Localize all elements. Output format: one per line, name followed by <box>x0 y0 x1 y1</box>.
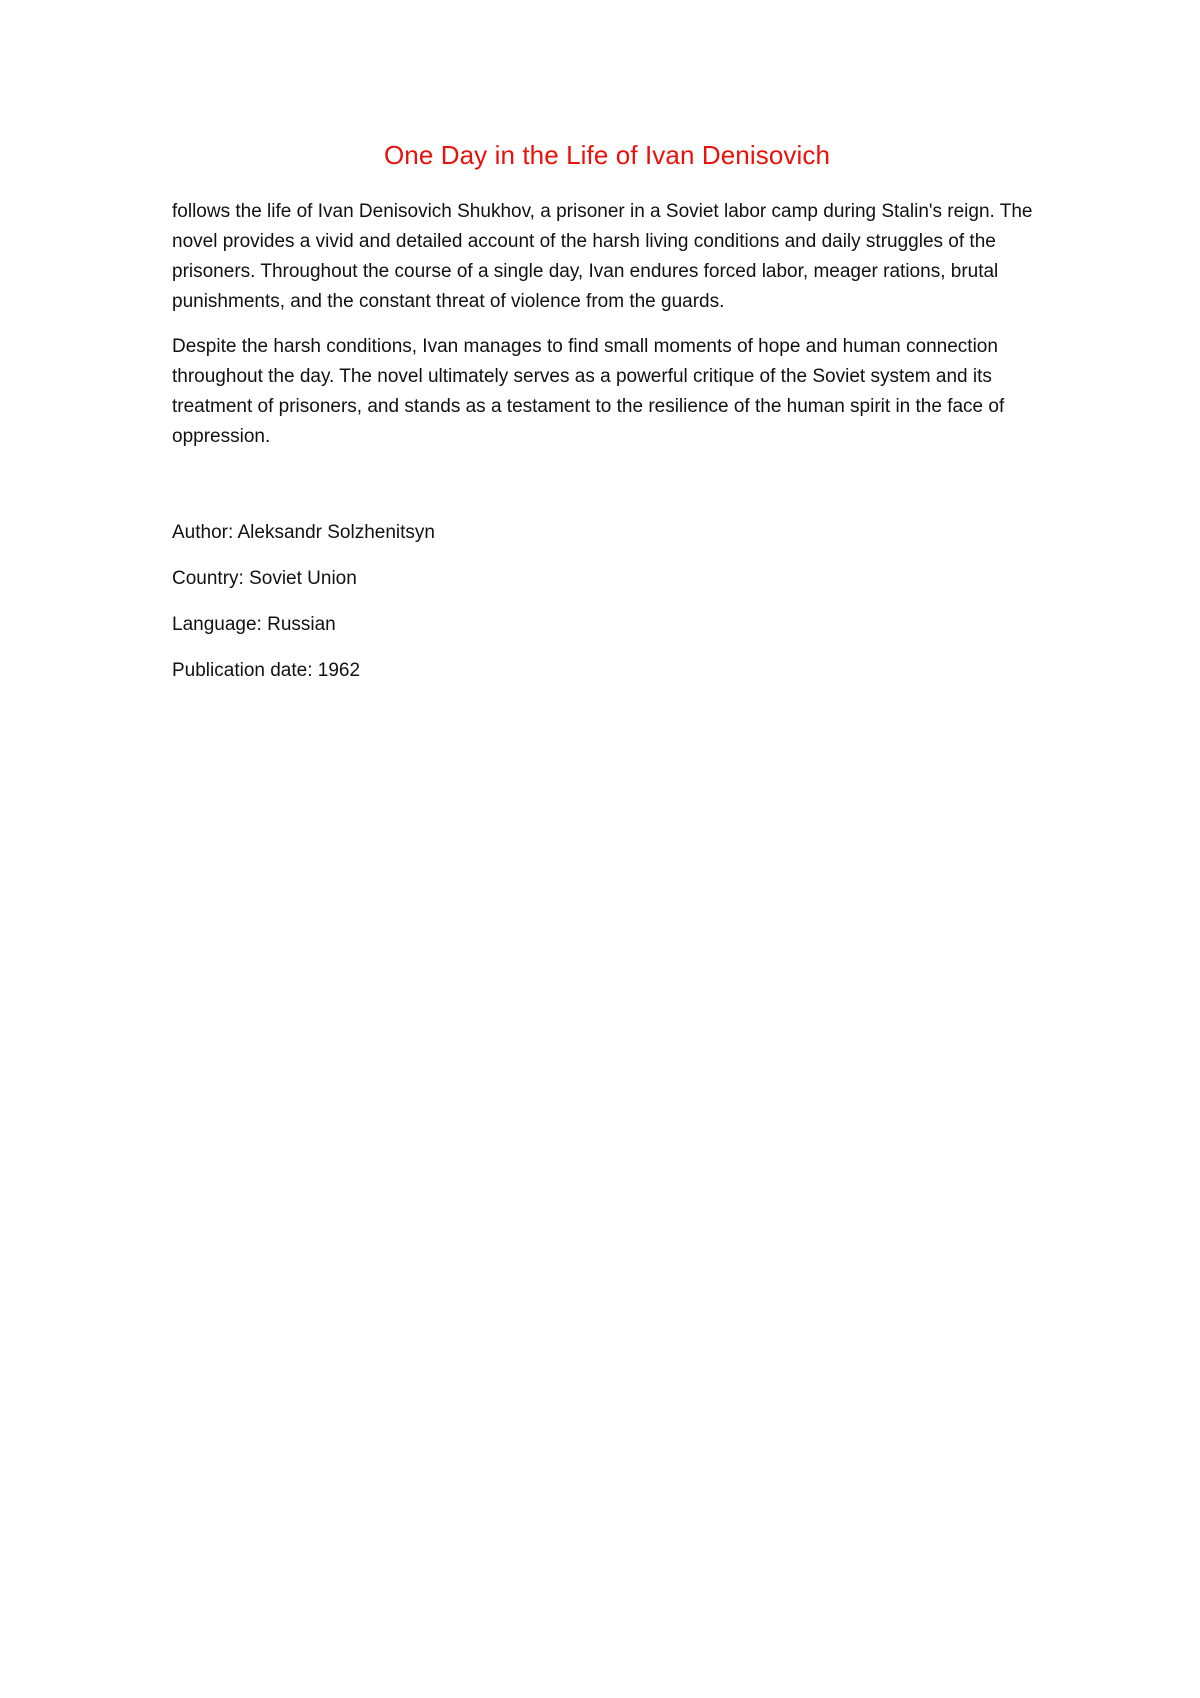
meta-country: Country: Soviet Union <box>172 568 357 589</box>
section-spacer <box>172 467 1042 520</box>
summary-paragraph-1: follows the life of Ivan Denisovich Shukhov, a prisoner in a Soviet labor camp during Stalin's reign. The novel provides a vivid and detailed account of the harsh living conditions and daily struggles of the prisoners. Throughout the course of a single day, Ivan endures forced labor, meager rations, brutal punishments, and the constant threat of violence from the guards. <box>172 201 1033 312</box>
meta-author: Author: Aleksandr Solzhenitsyn <box>172 522 435 543</box>
meta-language: Language: Russian <box>172 614 336 635</box>
meta-publication-date: Publication date: 1962 <box>172 660 361 681</box>
summary-paragraph-2: Despite the harsh conditions, Ivan manages to find small moments of hope and human connection throughout the day. The novel ultimately serves as a powerful critique of the Soviet system and its treatment of prisoners, and stands as a testament to the resilience of the human spirit in the face of oppression. <box>172 336 1005 447</box>
document-title: One Day in the Life of Ivan Denisovich <box>383 140 831 170</box>
document-body <box>172 140 1042 704</box>
